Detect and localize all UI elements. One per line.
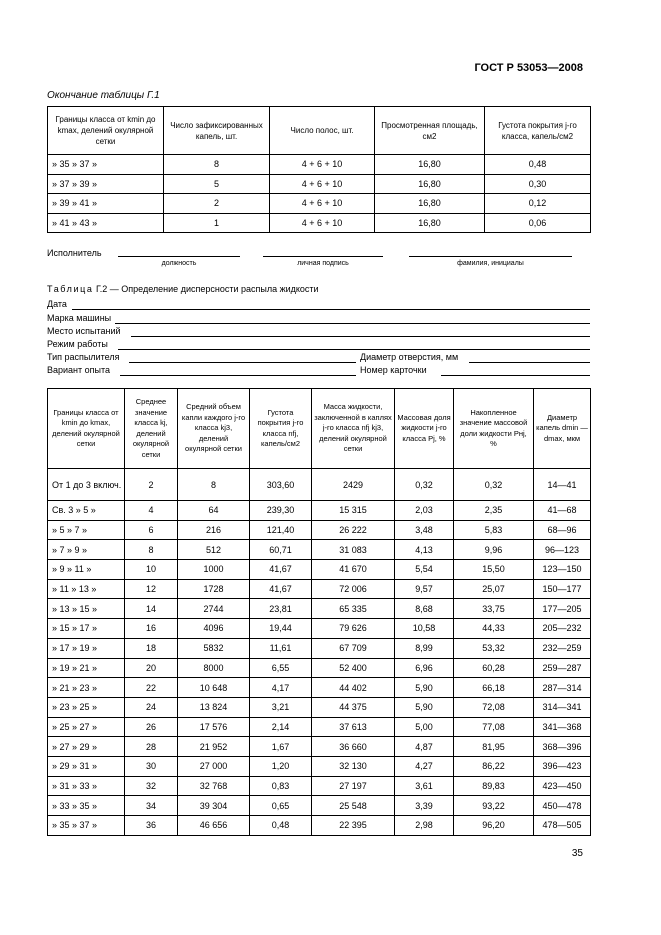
table-2-row [48,658,591,678]
table-cell: 41 670 [312,560,395,580]
table-cell: 89,83 [454,776,534,796]
table-cell: 96,20 [454,816,534,836]
table-cell: 22 395 [312,816,395,836]
table-cell: » 9 » 11 » [48,560,125,580]
table-cell: 4,13 [395,540,454,560]
table-cell: 2744 [178,599,250,619]
table-cell: 31 083 [312,540,395,560]
table-cell: 37 613 [312,717,395,737]
table-cell: 287—314 [534,678,591,698]
table-cell: 3,48 [395,520,454,540]
table-cell: 27 197 [312,776,395,796]
table-cell: 25 548 [312,796,395,816]
table-2-header-cell: Средний объем капли каждого j-го класса kj3, делений окулярной сетки [178,389,250,469]
table-cell: 60,71 [250,540,312,560]
table-cell: 34 [125,796,178,816]
table-2-row [48,816,591,836]
page-number: 35 [571,848,583,859]
table-cell: 5,54 [395,560,454,580]
table-cell: 1,20 [250,756,312,776]
table-cell: 2 [164,194,270,214]
table-cell: 4 + 6 + 10 [270,174,375,194]
table-cell: 10 [125,560,178,580]
table-1-row [48,155,591,175]
position-caption: должность [161,260,197,267]
table-2-row [48,501,591,521]
table-cell: 4 + 6 + 10 [270,213,375,233]
table-2-row [48,737,591,757]
date-label: Дата [47,299,67,309]
table-cell: 30 [125,756,178,776]
table-cell: » 5 » 7 » [48,520,125,540]
table-2-header-cell: Границы класса от kmin до kmax, делений окулярной сетки [48,389,125,469]
table-cell: 5 [164,174,270,194]
table-cell: 12 [125,579,178,599]
table-cell: 512 [178,540,250,560]
table-cell: 8 [164,155,270,175]
table-2-row [48,579,591,599]
table-cell: 2,14 [250,717,312,737]
table-cell: 77,08 [454,717,534,737]
table-cell: » 17 » 19 » [48,638,125,658]
table-cell: » 41 » 43 » [48,213,164,233]
table-cell: 67 709 [312,638,395,658]
table-cell: 8,68 [395,599,454,619]
table-cell: 6,55 [250,658,312,678]
table-2-header-cell: Диаметр капель dmin — dmax, мкм [534,389,591,469]
table-cell: 17 576 [178,717,250,737]
table-cell: 2,98 [395,816,454,836]
table-cell: » 31 » 33 » [48,776,125,796]
table-cell: 33,75 [454,599,534,619]
place-label: Место испытаний [47,326,121,336]
table-cell: 44 402 [312,678,395,698]
table-cell: 15 315 [312,501,395,521]
table-cell: 14 [125,599,178,619]
table-1-row [48,194,591,214]
table-cell: 0,83 [250,776,312,796]
table-2-header-cell: Густота покрытия j-го класса nfj, капель/см2 [250,389,312,469]
table-cell: 5,90 [395,697,454,717]
table-cell: 3,21 [250,697,312,717]
table-cell: 205—232 [534,619,591,639]
table-cell: 5,83 [454,520,534,540]
table-cell: 22 [125,678,178,698]
table-cell: 36 [125,816,178,836]
table-cell: 52 400 [312,658,395,678]
table-cell: 23,81 [250,599,312,619]
table-cell: 8 [178,469,250,501]
table-cell: 177—205 [534,599,591,619]
table-cell: 8000 [178,658,250,678]
table-cell: 41,67 [250,579,312,599]
table-cell: 1000 [178,560,250,580]
table-2-header-row [48,389,591,469]
table-cell: 96—123 [534,540,591,560]
table-cell: 20 [125,658,178,678]
table-cell: 4096 [178,619,250,639]
table-cell: 86,22 [454,756,534,776]
table-cell: 5,00 [395,717,454,737]
table-cell: 259—287 [534,658,591,678]
table-cell: 46 656 [178,816,250,836]
table-2-header-cell: Накопленное значение массовой доли жидкости Pнj, % [454,389,534,469]
table-cell: » 27 » 29 » [48,737,125,757]
table-cell: 0,06 [485,213,591,233]
table-cell: 4,27 [395,756,454,776]
table-cell: 64 [178,501,250,521]
table-cell: 93,22 [454,796,534,816]
table-cell: 16,80 [375,174,485,194]
table-cell: 16,80 [375,194,485,214]
table-cell: » 35 » 37 » [48,816,125,836]
table-cell: 8 [125,540,178,560]
table-cell: 9,57 [395,579,454,599]
table-cell: 32 768 [178,776,250,796]
table-cell: 60,28 [454,658,534,678]
machine-label: Марка машины [47,313,112,323]
sprayer-label: Тип распылителя [47,352,120,362]
table-cell: 32 [125,776,178,796]
variant-label: Вариант опыта [47,365,111,375]
table-cell: 81,95 [454,737,534,757]
table-cell: 3,39 [395,796,454,816]
table-cell: 123—150 [534,560,591,580]
table-cell: 4,87 [395,737,454,757]
table-2-row [48,756,591,776]
table-2-row [48,776,591,796]
table-cell: 423—450 [534,776,591,796]
table-cell: 18 [125,638,178,658]
table-cell: 9,96 [454,540,534,560]
table-cell: 19,44 [250,619,312,639]
table-cell: 14—41 [534,469,591,501]
table-cell: 4 + 6 + 10 [270,155,375,175]
table-2-title-text: Г.2 — Определение дисперсности распыла жидкости [93,284,319,294]
table-cell: 39 304 [178,796,250,816]
table-cell: 239,30 [250,501,312,521]
executor-label: Исполнитель [47,248,102,258]
table-2 [47,388,591,836]
table-1-header-cell: Границы класса от kmin до kmax, делений окулярной сетки [48,107,164,155]
name-line [409,256,572,257]
table-cell: 24 [125,697,178,717]
table-cell: 1728 [178,579,250,599]
card-line [441,375,590,376]
table-2-header-cell: Среднее значение класса kj, делений окулярной сетки [125,389,178,469]
table-cell: 66,18 [454,678,534,698]
table-cell: » 29 » 31 » [48,756,125,776]
table-2-title [47,284,319,294]
table-cell: 1 [164,213,270,233]
table-cell: 72 006 [312,579,395,599]
table-cell: » 7 » 9 » [48,540,125,560]
table-cell: 27 000 [178,756,250,776]
table-cell: 15,50 [454,560,534,580]
table-cell: 5832 [178,638,250,658]
table-2-row [48,540,591,560]
table-cell: 0,48 [250,816,312,836]
table-cell: 32 130 [312,756,395,776]
table-cell: 0,12 [485,194,591,214]
table-cell: 72,08 [454,697,534,717]
table-cell: 2,35 [454,501,534,521]
table-cell: 0,65 [250,796,312,816]
table-cell: 6 [125,520,178,540]
mode-line [118,349,590,350]
table-cell: 68—96 [534,520,591,540]
place-line [131,336,590,337]
table-cell: 2,03 [395,501,454,521]
table-cell: 79 626 [312,619,395,639]
table-cell: 1,67 [250,737,312,757]
table-2-header-cell: Массовая доля жидкости j-го класса Pj, % [395,389,454,469]
table-2-row [48,796,591,816]
table-cell: 0,32 [454,469,534,501]
table-cell: 121,40 [250,520,312,540]
table-2-row [48,520,591,540]
table-cell: » 35 » 37 » [48,155,164,175]
document-code: ГОСТ Р 53053—2008 [474,62,583,74]
table-1-caption: Окончание таблицы Г.1 [47,90,160,101]
table-1-header-cell: Число полос, шт. [270,107,375,155]
table-cell: 232—259 [534,638,591,658]
table-1 [47,106,591,233]
mode-label: Режим работы [47,339,108,349]
table-cell: 368—396 [534,737,591,757]
table-cell: » 21 » 23 » [48,678,125,698]
table-cell: » 15 » 17 » [48,619,125,639]
table-1-row [48,213,591,233]
table-cell: 10,58 [395,619,454,639]
table-2-header-cell: Масса жидкости, заключенной в каплях j-го класса nfj kj3, делений окулярной сетки [312,389,395,469]
table-cell: 314—341 [534,697,591,717]
table-cell: 4,17 [250,678,312,698]
table-cell: 53,32 [454,638,534,658]
diameter-line [469,362,590,363]
table-1-header-cell: Густота покрытия j-го класса, капель/см2 [485,107,591,155]
table-2-row [48,599,591,619]
card-label: Номер карточки [360,365,427,375]
table-cell: 44 375 [312,697,395,717]
table-cell: » 37 » 39 » [48,174,164,194]
table-cell: » 39 » 41 » [48,194,164,214]
table-cell: 150—177 [534,579,591,599]
table-cell: 21 952 [178,737,250,757]
table-cell: 450—478 [534,796,591,816]
table-cell: 26 222 [312,520,395,540]
table-cell: 303,60 [250,469,312,501]
table-cell: 5,90 [395,678,454,698]
table-2-row [48,678,591,698]
table-2-row [48,619,591,639]
table-cell: 11,61 [250,638,312,658]
table-cell: 16 [125,619,178,639]
table-cell: 3,61 [395,776,454,796]
table-cell: 41,67 [250,560,312,580]
sprayer-line [129,362,356,363]
table-cell: Св. 3 » 5 » [48,501,125,521]
table-2-row [48,638,591,658]
table-cell: 2429 [312,469,395,501]
diameter-label: Диаметр отверстия, мм [360,352,459,362]
table-1-row [48,174,591,194]
table-cell: 2 [125,469,178,501]
table-1-header-cell: Просмотренная площадь, см2 [375,107,485,155]
table-cell: » 23 » 25 » [48,697,125,717]
table-cell: 25,07 [454,579,534,599]
table-cell: » 33 » 35 » [48,796,125,816]
table-cell: 0,30 [485,174,591,194]
signature-caption: личная подпись [297,260,349,267]
table-2-row [48,697,591,717]
table-cell: 16,80 [375,155,485,175]
table-cell: » 19 » 21 » [48,658,125,678]
table-1-header-cell: Число зафиксированных капель, шт. [164,107,270,155]
table-cell: 10 648 [178,678,250,698]
table-cell: 65 335 [312,599,395,619]
position-line [118,256,240,257]
table-2-title-prefix: Таблица [47,284,94,294]
table-cell: 4 + 6 + 10 [270,194,375,214]
table-cell: 0,32 [395,469,454,501]
name-caption: фамилия, инициалы [457,260,524,267]
table-cell: 0,48 [485,155,591,175]
signature-line [263,256,383,257]
table-cell: 396—423 [534,756,591,776]
table-cell: 16,80 [375,213,485,233]
table-1-header-row [48,107,591,155]
table-cell: » 25 » 27 » [48,717,125,737]
table-cell: 28 [125,737,178,757]
table-cell: 36 660 [312,737,395,757]
table-cell: 13 824 [178,697,250,717]
machine-line [115,323,590,324]
table-cell: 341—368 [534,717,591,737]
table-cell: 41—68 [534,501,591,521]
table-cell: От 1 до 3 включ. [48,469,125,501]
table-2-row [48,560,591,580]
table-cell: 216 [178,520,250,540]
date-line [72,309,590,310]
table-cell: 6,96 [395,658,454,678]
table-cell: 4 [125,501,178,521]
table-2-row [48,717,591,737]
variant-line [120,375,356,376]
table-2-row [48,469,591,501]
table-cell: » 11 » 13 » [48,579,125,599]
table-cell: » 13 » 15 » [48,599,125,619]
table-cell: 44,33 [454,619,534,639]
table-cell: 478—505 [534,816,591,836]
table-cell: 26 [125,717,178,737]
table-cell: 8,99 [395,638,454,658]
